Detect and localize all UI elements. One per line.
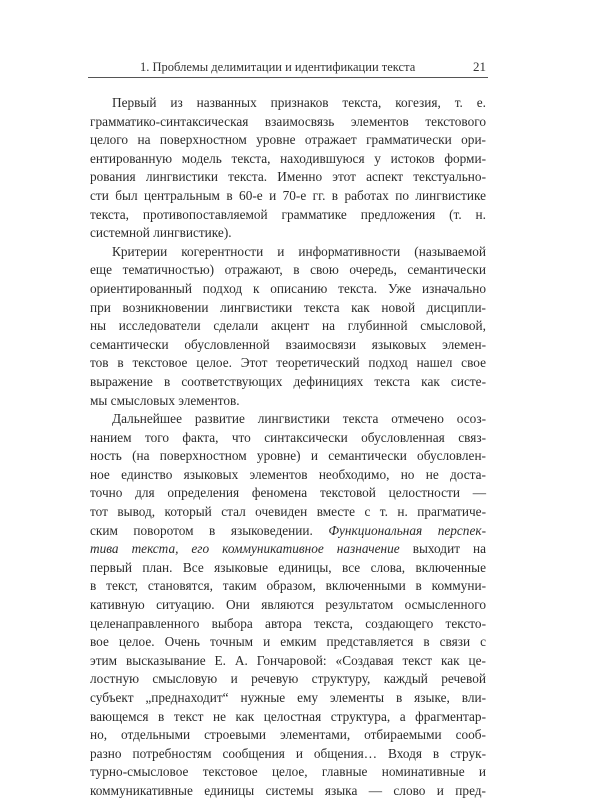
text-line: рования лингвистики текста. Именно этот аспект текстуально- — [90, 169, 486, 185]
text-segment: ским поворотом в языковедении. — [90, 522, 329, 538]
running-header — [88, 58, 488, 76]
italic-emphasis: тива текста, его коммуникативное назначение — [90, 541, 400, 557]
italic-emphasis: Функциональная перспек- — [328, 522, 486, 538]
text-line: турно-смысловое текстовое целое, главные номинативные и — [90, 764, 486, 780]
text-line: семантически обусловленной взаимосвязи языковых элемен- — [90, 336, 486, 352]
text-line: ны исследователи сделали акцент на глубинной смысловой, — [90, 318, 486, 334]
text-line: кативную ситуацию. Они являются результатом осмысленного — [90, 597, 486, 613]
header-rule — [88, 77, 488, 78]
text-line: мы смысловых элементов. — [90, 392, 240, 408]
text-line: нанием того факта, что синтаксически обусловленная связ- — [90, 429, 486, 445]
text-line: выражение в соответствующих дефинициях текста как систе- — [90, 373, 486, 389]
text-line: ность (на поверхностном уровне) и семантически обусловлен- — [90, 448, 486, 464]
text-line: Дальнейшее развитие лингвистики текста отмечено осоз- — [112, 411, 486, 427]
text-line: тот вывод, который стал очевиден вместе с т. н. прагматиче- — [90, 504, 486, 520]
text-line: вающемся в текст не как целостная структура, а фрагментар- — [90, 708, 486, 724]
body-text — [90, 94, 486, 801]
page-number: 21 — [473, 59, 486, 74]
text-line: ентированную модель текста, находившуюся у истоков форми- — [90, 150, 486, 166]
text-line: грамматико-синтаксическая взаимосвязь элементов текстового — [90, 113, 486, 129]
text-line: субъект „преднаходит“ нужные ему элементы в языке, вли- — [90, 690, 486, 705]
text-line: ориентированный подход к описанию текста. Уже изначально — [90, 280, 486, 296]
text-line: еще тематичностью) отражают, в свою очередь, семантически — [90, 262, 486, 278]
paragraph-2 — [90, 243, 486, 410]
text-line: текста, противопоставляемой грамматике предложения (т. н. — [90, 206, 486, 222]
text-line: разно потребностям сообщения и общения… Входя в струк- — [90, 745, 486, 761]
text-line: сти был центральным в 60-е и 70-е гг. в работах по лингвистике — [90, 187, 486, 203]
text-line: точно для определения феномена текстовой целостности — — [90, 485, 486, 501]
text-line-mixed — [90, 522, 486, 541]
text-line: при возникновении лингвистики текста как новой дисципли- — [90, 299, 486, 315]
paragraph-3 — [90, 410, 486, 800]
text-line: этим высказывание Е. А. Гончаровой: «Создавая текст как це- — [90, 652, 486, 668]
text-segment: выходит на — [399, 541, 487, 557]
text-line: вое целое. Очень точным и емким представляется в связи с — [90, 634, 486, 650]
text-line: целенаправленного выбора автора текста, создающего тексто- — [90, 615, 486, 631]
text-line: Первый из названных признаков текста, когезия, т. е. — [112, 95, 486, 110]
text-line: целого на поверхностном уровне отражает грамматически ори- — [90, 132, 486, 148]
text-line: первый план. Все языковые единицы, все слова, включенные — [90, 559, 486, 575]
text-line: но, отдельными строевыми элементами, отбираемыми сооб- — [90, 727, 486, 743]
text-line: системной лингвистике). — [90, 225, 232, 241]
text-line: коммуникативные единицы системы языка — слово и пред- — [90, 782, 486, 798]
text-line: ное единство языковых элементов необходимо, но не доста- — [90, 466, 486, 482]
running-header-title: 1. Проблемы делимитации и идентификации текста — [140, 60, 416, 74]
paragraph-1 — [90, 94, 486, 243]
text-line-mixed — [90, 540, 486, 559]
text-line: тов в текстовое целое. Этот теоретический подход нашел свое — [90, 355, 486, 371]
text-line: лостную смысловую и речевую структуру, каждый речевой — [90, 671, 486, 687]
text-line: в текст, становятся, таким образом, включенными в коммуни- — [90, 578, 486, 594]
text-line: Критерии когерентности и информативности (называемой — [112, 243, 486, 259]
